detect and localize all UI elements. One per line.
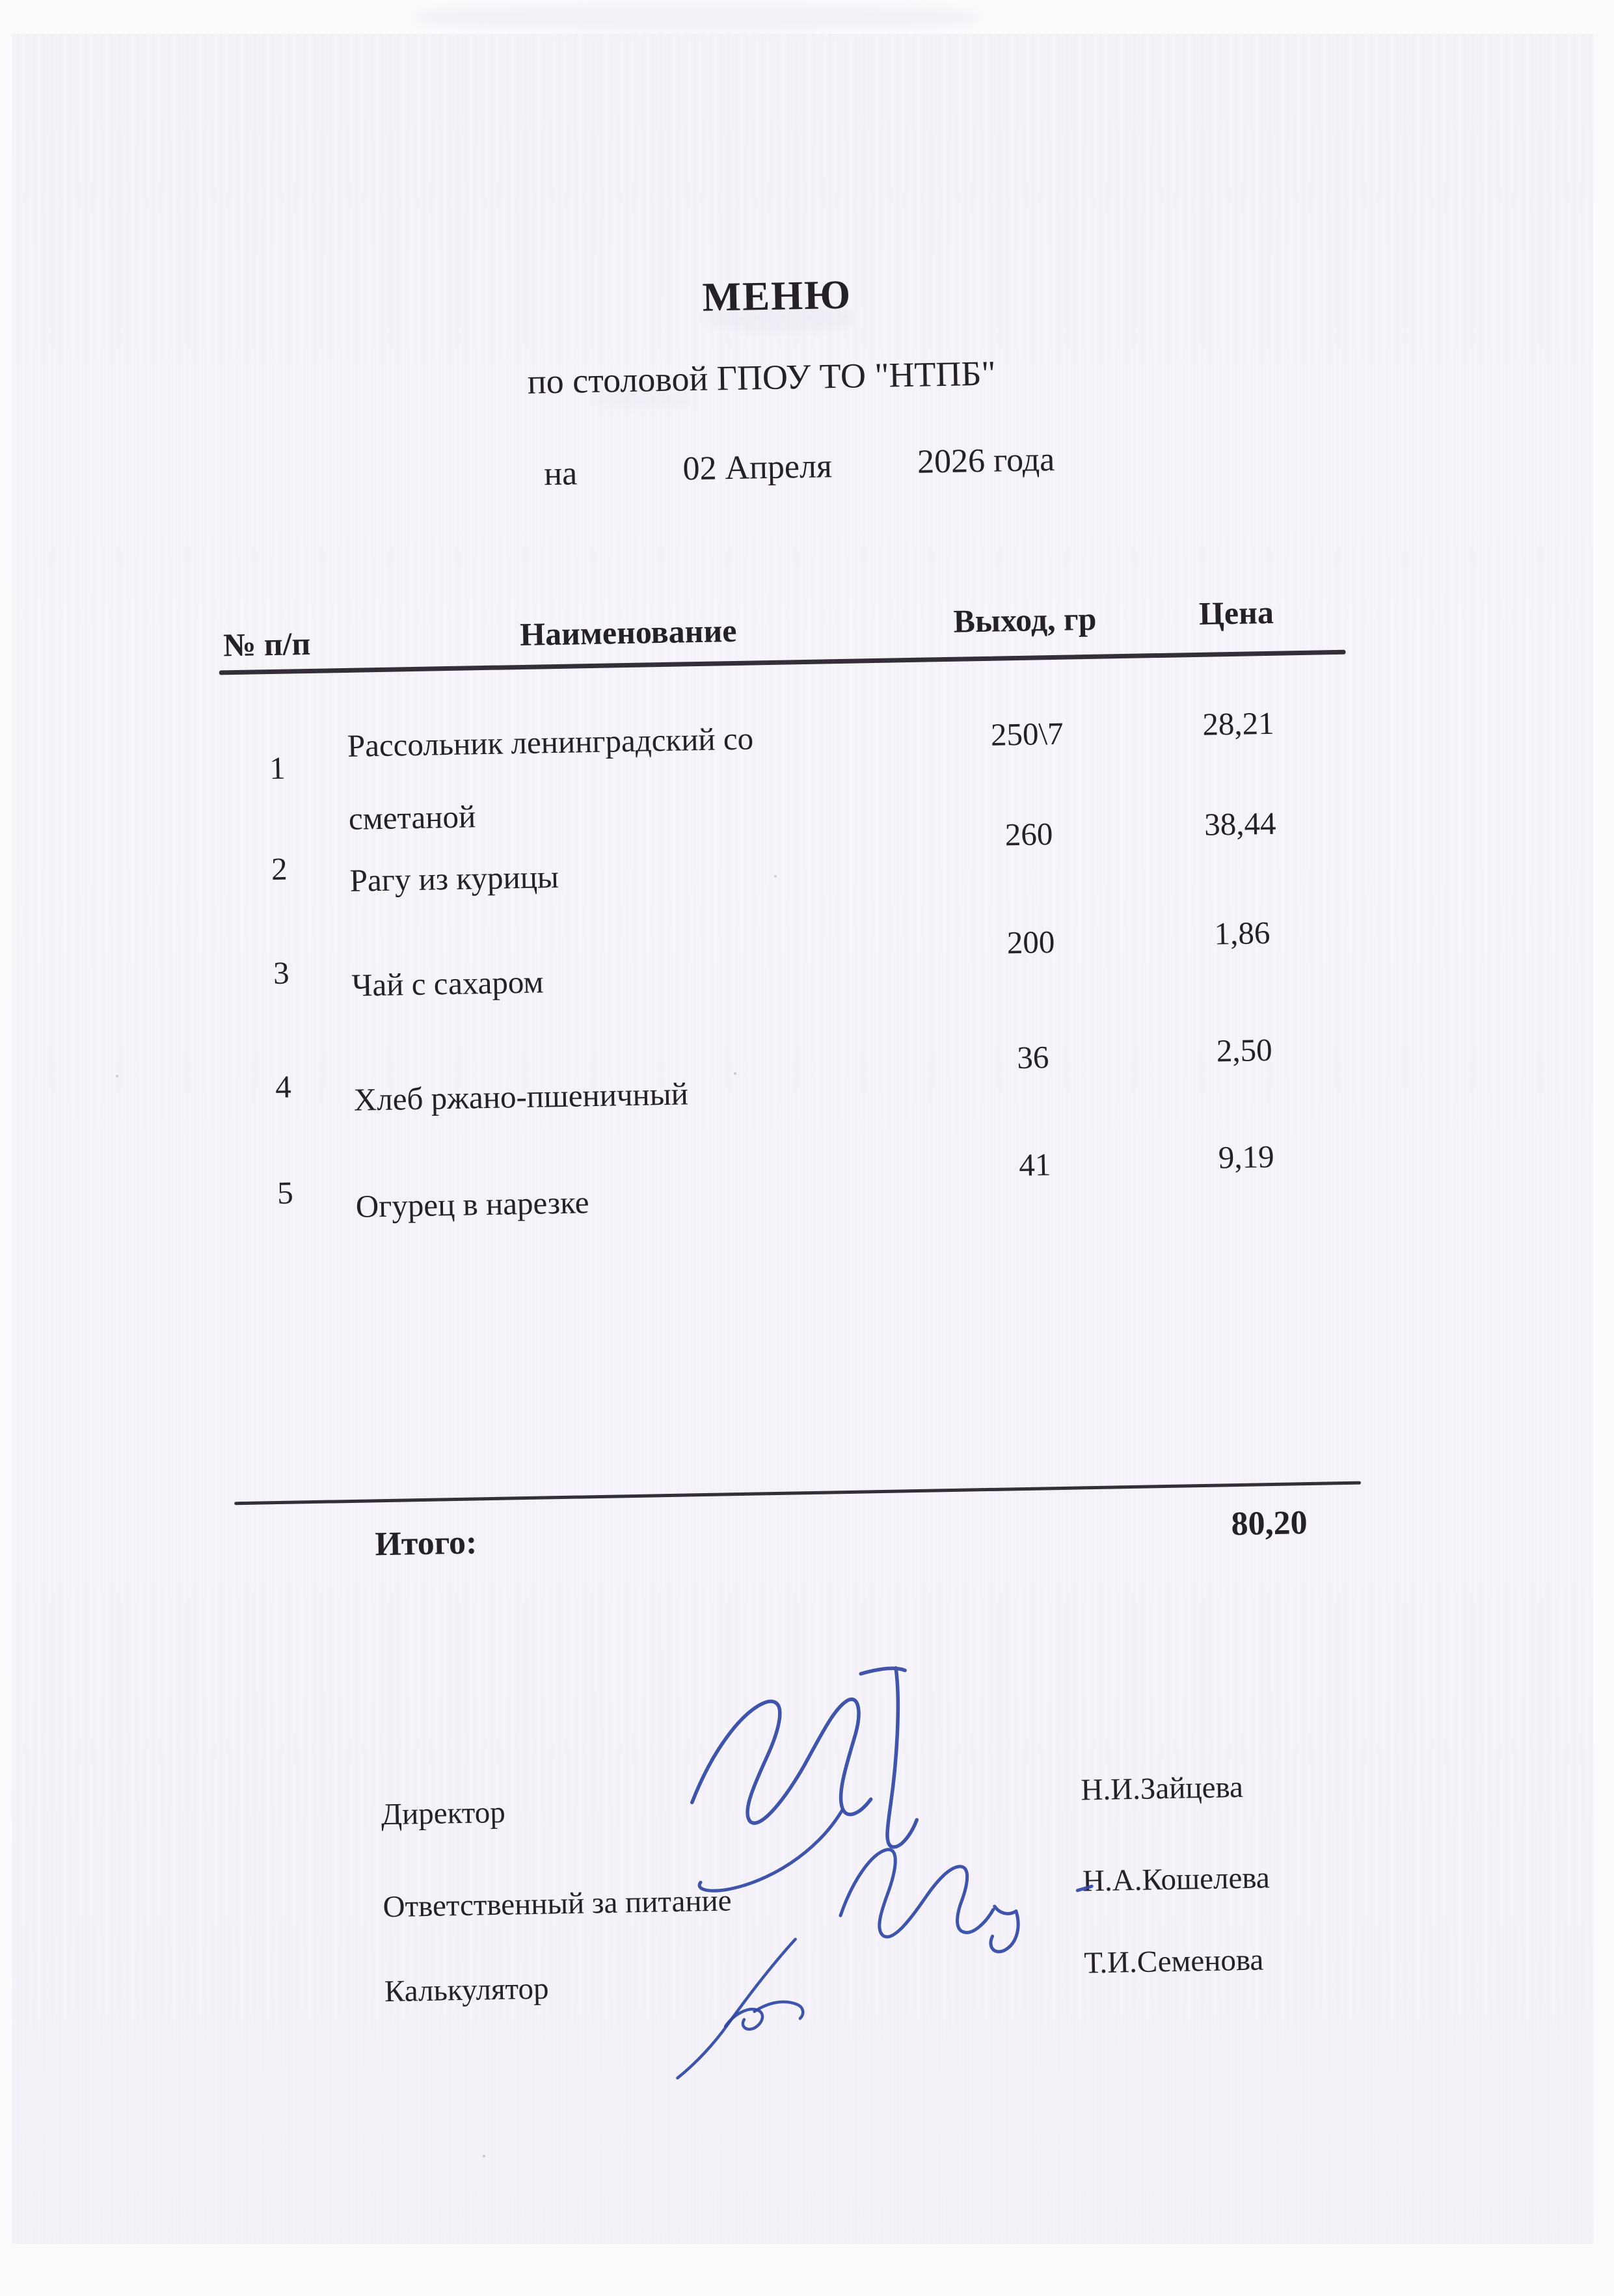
- dish-price: 2,50: [1216, 1031, 1273, 1069]
- total-rule: [234, 1481, 1361, 1506]
- dish-output: 36: [1016, 1039, 1049, 1076]
- dish-name: Хлеб ржано-пшеничный: [353, 1075, 689, 1118]
- signature-role-director: Директор: [381, 1795, 506, 1832]
- signature-role-food-officer: Ответственный за питание: [383, 1884, 732, 1925]
- signature-name-director: Н.И.Зайцева: [1081, 1770, 1244, 1807]
- row-number: 1: [269, 750, 286, 787]
- document-subtitle: по столовой ГПОУ ТО "НТПБ": [527, 353, 997, 401]
- calculator-signature-ink: [655, 1926, 879, 2083]
- date-value: 02 Апреля: [682, 448, 833, 488]
- dish-name: Огурец в нарезке: [355, 1184, 589, 1224]
- dish-output: 200: [1006, 924, 1055, 961]
- row-number: 5: [276, 1174, 294, 1211]
- dish-price: 28,21: [1202, 705, 1275, 742]
- dish-price: 9,19: [1218, 1138, 1275, 1176]
- dish-output: 41: [1018, 1146, 1051, 1183]
- column-header-number: № п/п: [222, 625, 311, 664]
- signature-name-calculator: Т.И.Семенова: [1083, 1943, 1264, 1980]
- dish-name: Рассольник ленинградский со сметаной: [347, 720, 754, 837]
- date-prefix: на: [543, 455, 578, 493]
- dish-price: 38,44: [1204, 805, 1276, 843]
- row-number: 2: [271, 850, 288, 887]
- dish-name: Рагу из курицы: [349, 858, 559, 898]
- total-value: 80,20: [1231, 1504, 1308, 1543]
- dish-output: 250\7: [990, 715, 1064, 753]
- document-title: МЕНЮ: [701, 271, 852, 320]
- dish-price: 1,86: [1214, 914, 1271, 952]
- date-year: 2026 года: [917, 440, 1055, 481]
- row-number: 4: [275, 1068, 292, 1105]
- row-number: 3: [273, 954, 290, 992]
- column-header-name: Наименование: [519, 612, 737, 653]
- dish-name: Чай с сахаром: [351, 964, 544, 1003]
- column-header-price: Цена: [1198, 593, 1274, 632]
- signature-name-food-officer: Н.А.Кошелева: [1082, 1861, 1271, 1898]
- total-label: Итого:: [374, 1524, 477, 1563]
- column-header-output: Выход, гр: [953, 600, 1097, 640]
- signature-role-calculator: Калькулятор: [384, 1971, 549, 2009]
- dish-output: 260: [1004, 816, 1053, 853]
